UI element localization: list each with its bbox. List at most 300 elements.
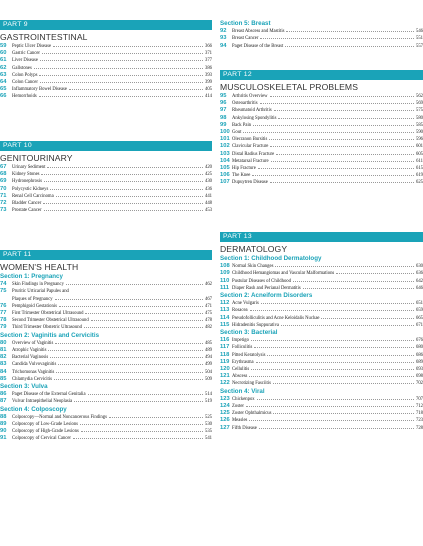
page-number: 611	[416, 158, 423, 164]
chapter-title: Rheumatoid Arthritis	[232, 108, 272, 114]
part-title: DERMATOLOGY	[220, 244, 288, 254]
dot-leader	[286, 31, 414, 32]
page-number: 509	[204, 376, 212, 382]
chapter-title: Back Pain	[232, 122, 252, 128]
chapter-title: Bacterial Vaginosis	[12, 355, 49, 361]
chapter-entry[interactable]	[0, 178, 212, 185]
part-label-bar: PART 12	[220, 70, 423, 80]
page-number: 436	[204, 186, 212, 192]
chapter-entry[interactable]	[0, 317, 212, 324]
chapter-title: Atrophic Vaginitis	[12, 348, 47, 354]
page-number: 405	[204, 87, 212, 93]
chapter-number: 82	[0, 354, 7, 361]
dot-leader	[271, 161, 415, 162]
section-heading: Section 3: Vulva	[0, 383, 48, 391]
chapter-entry[interactable]	[220, 35, 423, 42]
dot-leader	[88, 394, 203, 395]
page-number: 530	[204, 422, 212, 428]
dot-leader	[260, 38, 414, 39]
dot-leader	[252, 175, 414, 176]
page-number: 441	[204, 193, 212, 199]
chapter-entry[interactable]	[0, 93, 212, 100]
chapter-number: 121	[220, 373, 230, 380]
chapter-title: Distal Radius Fracture	[232, 151, 275, 157]
dot-leader	[58, 364, 203, 365]
chapter-title: Paget Disease of the External Genitalia	[12, 392, 86, 398]
chapter-title: Peptic Ulcer Disease	[12, 44, 52, 49]
dot-leader	[47, 167, 203, 168]
chapter-entry[interactable]	[0, 43, 212, 50]
chapter-number: 60	[0, 50, 7, 57]
chapter-title: Fifth Disease	[232, 425, 257, 431]
chapter-entry[interactable]	[0, 347, 212, 354]
chapter-title: Kidney Stones	[12, 172, 40, 178]
chapter-entry[interactable]	[0, 376, 212, 383]
toc-part	[0, 250, 212, 443]
chapter-number: 97	[220, 107, 227, 114]
chapter-entry[interactable]	[220, 337, 423, 344]
chapter-title: Trichomonas Vaginitis	[12, 369, 55, 375]
chapter-title: Colposcopy—Normal and Noncancerous Findings	[12, 414, 107, 420]
section-heading: Section 5: Breast	[220, 20, 271, 27]
chapter-entry[interactable]	[220, 352, 423, 359]
dot-leader	[267, 355, 414, 356]
section-heading: Section 2: Acneiform Disorders	[220, 292, 313, 300]
dot-leader	[250, 310, 414, 311]
chapter-number: 62	[0, 64, 7, 71]
chapter-number: 116	[220, 337, 230, 344]
dot-leader	[41, 174, 202, 175]
toc-part	[220, 20, 423, 50]
chapter-entry[interactable]	[220, 366, 423, 373]
dot-leader	[253, 125, 414, 126]
page-number: 377	[204, 58, 212, 64]
part-label-bar: PART 9	[0, 20, 212, 30]
dot-leader	[80, 424, 203, 425]
part-label-bar: PART 10	[0, 141, 212, 151]
chapter-entry[interactable]	[220, 270, 423, 277]
dot-leader	[281, 325, 414, 326]
chapter-title-continued: Plaques of Pregnancy	[12, 296, 53, 302]
dot-leader	[269, 139, 414, 140]
page-number: 615	[415, 166, 423, 172]
page-number: 485	[204, 340, 212, 346]
page-number: 642	[415, 278, 423, 284]
chapter-number: 104	[220, 157, 230, 164]
chapter-number: 76	[0, 302, 7, 309]
dot-leader	[53, 46, 203, 47]
chapter-title: Abscess	[232, 374, 248, 380]
chapter-number: 112	[220, 300, 230, 307]
dot-leader	[275, 266, 414, 267]
chapter-entry[interactable]	[0, 65, 212, 72]
chapter-entry[interactable]	[220, 151, 423, 158]
dot-leader	[56, 372, 203, 373]
page-number: 430	[204, 179, 212, 185]
chapter-entry[interactable]	[220, 172, 423, 179]
chapter-title: Metatarsal Fracture	[232, 158, 269, 164]
page-number: 728	[415, 425, 423, 431]
chapter-number: 73	[0, 207, 7, 214]
part-label-bar: PART 13	[220, 232, 423, 242]
dot-leader	[257, 399, 414, 400]
page-number: 371	[204, 51, 212, 57]
page-number: 575	[415, 108, 423, 114]
page-number: 707	[415, 396, 423, 402]
page-number: 499	[204, 362, 212, 368]
chapter-number: 101	[220, 136, 230, 143]
chapter-number: 105	[220, 165, 230, 172]
chapter-number: 124	[220, 403, 230, 410]
chapter-entry[interactable]	[0, 421, 212, 428]
chapter-number: 106	[220, 172, 230, 179]
chapter-entry[interactable]	[220, 315, 423, 322]
chapter-number: 77	[0, 310, 7, 317]
chapter-number: 71	[0, 192, 7, 199]
chapter-title: Urinary Sediment	[12, 165, 46, 170]
chapter-entry[interactable]	[220, 93, 423, 100]
chapter-title: Candida Vulvovaginitis	[12, 362, 57, 368]
chapter-entry[interactable]	[0, 369, 212, 376]
section-heading: Section 3: Bacterial	[220, 329, 278, 337]
chapter-entry[interactable]	[0, 186, 212, 193]
chapter-title: Pseudofolliculitis and Acne Keloidalis Nuchae	[232, 315, 320, 321]
chapter-number: 68	[0, 171, 7, 178]
page-number: 676	[415, 338, 423, 344]
part-title: GENITOURINARY	[0, 153, 73, 163]
chapter-entry[interactable]	[220, 380, 423, 387]
page-number: 698	[415, 374, 423, 380]
dot-leader	[56, 196, 203, 197]
chapter-title: Impetigo	[232, 338, 249, 344]
chapter-entry[interactable]	[220, 43, 423, 50]
dot-leader	[84, 327, 203, 328]
page-number: 665	[415, 315, 423, 321]
chapter-number: 84	[0, 368, 7, 375]
chapter-entry[interactable]	[220, 122, 423, 129]
page-number: 546	[415, 29, 423, 35]
chapter-entry[interactable]	[220, 417, 423, 424]
chapter-entry[interactable]	[220, 307, 423, 314]
dot-leader	[270, 96, 414, 97]
dot-leader	[44, 181, 203, 182]
page-number: 619	[415, 173, 423, 179]
chapter-entry[interactable]	[0, 281, 212, 288]
dot-leader	[73, 438, 203, 439]
page-number: 386	[204, 65, 212, 71]
chapter-title: Hemorrhoids	[12, 94, 37, 100]
chapter-entry-continuation[interactable]	[0, 296, 212, 303]
chapter-title: Colposcopy of Low-Grade Lesions	[12, 422, 79, 428]
dot-leader	[270, 146, 414, 147]
chapter-title: Renal Cell Carcinoma	[12, 193, 54, 199]
chapter-title: Colposcopy of Cervical Cancer	[12, 436, 71, 442]
chapter-number: 80	[0, 339, 7, 346]
chapter-title: Rosacea	[232, 308, 248, 314]
chapter-number: 96	[220, 100, 227, 107]
chapter-number: 107	[220, 179, 230, 186]
chapter-number: 110	[220, 277, 230, 284]
chapter-entry[interactable]	[220, 263, 423, 270]
chapter-number: 103	[220, 150, 230, 157]
dot-leader	[85, 313, 202, 314]
chapter-number: 70	[0, 185, 7, 192]
chapter-entry[interactable]	[0, 428, 212, 435]
chapter-entry[interactable]	[0, 164, 212, 171]
chapter-title: Pemphigoid Gestationis	[12, 303, 57, 309]
chapter-entry[interactable]	[0, 303, 212, 310]
chapter-title: Folliculitis	[232, 345, 253, 351]
chapter-entry[interactable]	[220, 28, 423, 35]
chapter-number: 75	[0, 288, 7, 295]
chapter-title: Breast Cancer	[232, 36, 259, 42]
page-number: 680	[415, 345, 423, 351]
chapter-entry[interactable]	[220, 143, 423, 150]
chapter-entry[interactable]	[220, 373, 423, 380]
dot-leader	[109, 417, 203, 418]
chapter-title: Zoster	[232, 404, 244, 410]
chapter-title: Prostate Cancer	[12, 208, 42, 214]
dot-leader	[293, 281, 414, 282]
chapter-entry[interactable]	[220, 165, 423, 172]
chapter-number: 123	[220, 395, 230, 402]
chapter-entry[interactable]	[220, 359, 423, 366]
chapter-number: 109	[220, 270, 230, 277]
chapter-title: Normal Skin Changes	[232, 264, 274, 270]
chapter-number: 126	[220, 417, 230, 424]
page-number: 414	[204, 94, 212, 100]
chapter-title: Hydronephrosis	[12, 179, 42, 185]
dot-leader	[254, 347, 414, 348]
chapter-entry[interactable]	[220, 300, 423, 307]
chapter-entry[interactable]	[0, 193, 212, 200]
page-number: 636	[415, 271, 423, 277]
page-number: 471	[204, 303, 212, 309]
chapter-entry[interactable]	[0, 86, 212, 93]
chapter-entry[interactable]	[220, 410, 423, 417]
chapter-number: 86	[0, 391, 7, 398]
dot-leader	[50, 357, 203, 358]
page-number: 686	[415, 352, 423, 358]
dot-leader	[249, 420, 414, 421]
page-number: 482	[204, 325, 212, 331]
page-number: 494	[204, 355, 212, 361]
part-label-bar: PART 11	[0, 250, 212, 260]
dot-leader	[251, 369, 414, 370]
section-heading: Section 4: Viral	[220, 387, 265, 395]
chapter-title: Dupuytren Disease	[232, 180, 268, 186]
chapter-title: Polycystic Kidneys	[12, 186, 49, 192]
dot-leader	[39, 96, 203, 97]
chapter-number: 72	[0, 200, 7, 207]
chapter-number: 117	[220, 344, 230, 351]
chapter-entry[interactable]	[220, 285, 423, 292]
chapter-entry[interactable]	[220, 136, 423, 143]
page-number: 671	[415, 322, 423, 328]
chapter-number: 95	[220, 93, 227, 99]
page-number: 585	[415, 122, 423, 128]
chapter-number: 100	[220, 129, 230, 136]
chapter-title: Colposcopy of High-Grade Lesions	[12, 429, 79, 435]
dot-leader	[74, 401, 203, 402]
dot-leader	[69, 89, 203, 90]
dot-leader	[55, 343, 203, 344]
chapter-title: Overview of Vaginitis	[12, 340, 54, 346]
chapter-number: 102	[220, 143, 230, 150]
dot-leader	[249, 376, 414, 377]
chapter-entry[interactable]	[220, 425, 423, 432]
chapter-title: Skin Findings in Pregnancy	[12, 282, 64, 288]
chapter-number: 92	[220, 28, 227, 35]
dot-leader	[42, 53, 203, 54]
dot-leader	[50, 189, 203, 190]
chapter-entry[interactable]	[0, 435, 212, 442]
chapter-entry[interactable]	[0, 288, 212, 295]
dot-leader	[273, 383, 414, 384]
dot-leader	[44, 210, 203, 211]
chapter-title: Ankylosing Spondylitis	[232, 115, 277, 121]
dot-leader	[91, 320, 203, 321]
chapter-number: 93	[220, 35, 227, 42]
chapter-entry[interactable]	[0, 391, 212, 398]
chapter-number: 67	[0, 164, 7, 170]
page-number: 514	[204, 392, 212, 398]
page-number: 625	[415, 180, 423, 186]
chapter-title: Pustular Diseases of Childhood	[232, 278, 291, 284]
page-number: 425	[204, 172, 212, 178]
dot-leader	[246, 406, 414, 407]
page-number: 693	[415, 367, 423, 373]
chapter-title: Hip Fracture	[232, 166, 256, 172]
chapter-number: 111	[220, 284, 230, 291]
chapter-number: 87	[0, 398, 7, 405]
chapter-title: Acne Vulgaris	[232, 301, 259, 307]
dot-leader	[256, 362, 414, 363]
section-heading: Section 1: Pregnancy	[0, 273, 63, 280]
dot-leader	[258, 168, 414, 169]
page-number: 590	[415, 130, 423, 136]
chapter-entry[interactable]	[0, 57, 212, 64]
chapter-number: 118	[220, 351, 230, 358]
dot-leader	[285, 46, 414, 47]
chapter-number: 78	[0, 317, 7, 324]
page-number: 489	[204, 348, 212, 354]
chapter-number: 120	[220, 366, 230, 373]
chapter-title: Inflammatory Bowel Disease	[12, 87, 67, 93]
dot-leader	[243, 132, 414, 133]
page-number: 659	[415, 308, 423, 314]
page-number: 467	[204, 296, 212, 302]
chapter-entry[interactable]	[0, 414, 212, 421]
chapter-number: 61	[0, 57, 7, 64]
chapter-entry[interactable]	[0, 310, 212, 317]
toc-part	[0, 141, 212, 214]
chapter-title: Colon Polyps	[12, 72, 38, 78]
section-heading: Section 4: Colposcopy	[0, 405, 67, 413]
chapter-entry[interactable]	[0, 50, 212, 57]
chapter-entry[interactable]	[0, 398, 212, 405]
chapter-entry[interactable]	[0, 207, 212, 214]
page-number: 580	[415, 115, 423, 121]
dot-leader	[274, 110, 414, 111]
toc-part	[0, 20, 212, 101]
chapter-entry[interactable]	[220, 107, 423, 114]
chapter-number: 81	[0, 347, 7, 354]
chapter-entry[interactable]	[220, 322, 423, 329]
chapter-title: Measles	[232, 418, 248, 424]
chapter-number: 65	[0, 86, 7, 93]
dot-leader	[39, 75, 203, 76]
chapter-title: Pitted Keratolysis	[232, 352, 266, 358]
chapter-entry[interactable]	[220, 344, 423, 351]
chapter-entry[interactable]	[220, 179, 423, 186]
chapter-number: 90	[0, 428, 7, 435]
chapter-entry[interactable]	[220, 403, 423, 410]
page-number: 475	[204, 311, 212, 317]
chapter-entry[interactable]	[0, 200, 212, 207]
chapter-title: Second Trimester Obstetrical Ultrasound	[12, 318, 89, 324]
chapter-title: Third Trimester Obstetric Ultrasound	[12, 325, 82, 331]
chapter-entry[interactable]	[0, 361, 212, 368]
chapter-title: Necrotizing Fasciitis	[232, 381, 271, 387]
dot-leader	[303, 288, 414, 289]
dot-leader	[336, 273, 414, 274]
dot-leader	[81, 431, 203, 432]
chapter-number: 122	[220, 380, 230, 387]
chapter-title: Olecranon Bursitis	[232, 137, 268, 143]
chapter-entry[interactable]	[0, 79, 212, 86]
chapter-entry[interactable]	[220, 396, 423, 403]
chapter-entry[interactable]	[220, 115, 423, 122]
page-number: 462	[204, 282, 212, 288]
chapter-entry[interactable]	[220, 278, 423, 285]
dot-leader	[251, 340, 414, 341]
dot-leader	[40, 82, 203, 83]
page-number: 562	[415, 94, 423, 99]
chapter-entry[interactable]	[220, 129, 423, 136]
chapter-entry[interactable]	[0, 324, 212, 331]
page-number: 525	[204, 414, 212, 420]
chapter-title: Chlamydia Cervicitis	[12, 376, 52, 382]
chapter-title: Chickenpox	[232, 396, 255, 402]
page-number: 551	[415, 36, 423, 42]
dot-leader	[66, 284, 203, 285]
page-number: 393	[204, 72, 212, 78]
page-number: 601	[415, 144, 423, 150]
page-number: 646	[415, 285, 423, 291]
chapter-entry[interactable]	[0, 72, 212, 79]
dot-leader	[34, 68, 203, 69]
chapter-entry[interactable]	[220, 158, 423, 165]
chapter-entry[interactable]	[0, 354, 212, 361]
chapter-title: Diaper Rash and Perianal Dermatitis	[232, 285, 301, 291]
part-title: WOMEN'S HEALTH	[0, 262, 79, 272]
chapter-title: The Knee	[232, 173, 251, 179]
part-title: GASTROINTESTINAL	[0, 32, 88, 42]
chapter-entry[interactable]	[0, 340, 212, 347]
chapter-entry[interactable]	[0, 171, 212, 178]
chapter-entry[interactable]	[220, 100, 423, 107]
chapter-title: Breast Abscess and Mastitis	[232, 29, 285, 35]
dot-leader	[43, 203, 203, 204]
toc-part	[220, 70, 423, 187]
dot-leader	[54, 379, 203, 380]
page-number: 453	[204, 208, 212, 214]
dot-leader	[259, 428, 414, 429]
chapter-number: 94	[220, 42, 227, 49]
chapter-title: Osteoarthritis	[232, 101, 258, 107]
chapter-number: 114	[220, 314, 230, 321]
